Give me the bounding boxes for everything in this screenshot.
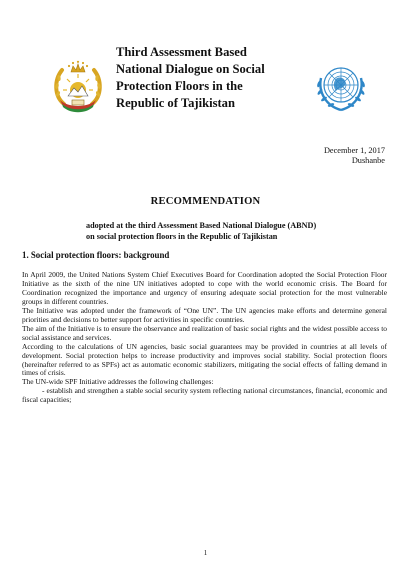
document-title [116, 44, 316, 112]
bullet-item: - establish and strengthen a stable social security system reflecting national circumstances, financial, economic and fiscal capacities; [22, 386, 387, 405]
paragraph: According to the calculations of UN agencies, basic social guarantees may be provided in countries at all levels of development. Social protection helps to increase productivity and improves social stability. Social protection floors (hereinafter referred to as SPFs) act as automatic economic stabilizers, mitigating the social effects of falling demand in times of crisis. [22, 341, 387, 378]
un-emblem-icon [312, 58, 370, 116]
section-heading: 1. Social protection floors: background [22, 250, 170, 260]
document-place: Dushanbe [351, 156, 385, 165]
title-line: National Dialogue on Social [116, 62, 265, 76]
date-place-block [324, 146, 385, 166]
body-text [22, 271, 387, 405]
title-line: Republic of Tajikistan [116, 96, 235, 110]
page-number: 1 [203, 549, 208, 557]
paragraph: The aim of the Initiative is to ensure the observance and realization of basic social rights and the widest possible access to social assistance and services. [22, 323, 387, 342]
recommendation-subtitle [86, 221, 386, 242]
document-date: December 1, 2017 [323, 146, 385, 155]
tajikistan-emblem-icon [50, 60, 106, 116]
subtitle-line: on social protection floors in the Republic of Tajikistan [86, 231, 278, 241]
subtitle-line: adopted at the third Assessment Based National Dialogue (ABND) [86, 221, 317, 230]
title-line: Third Assessment Based [116, 45, 247, 59]
recommendation-heading: RECOMMENDATION [150, 196, 261, 207]
title-line: Protection Floors in the [116, 79, 243, 93]
paragraph: The UN-wide SPF Initiative addresses the following challenges: [22, 377, 214, 387]
paragraph: In April 2009, the United Nations System Chief Executives Board for Coordination adopted the Social Protection Floor Initiative as the sixth of the nine UN initiatives adopted to cope with the world economic crisis. The Board for Coordination recognized the importance and urgency of ensuring adequate social protection for the most vulnerable groups in different countries. [22, 270, 387, 306]
paragraph: The Initiative was adopted under the framework of “One UN”. The UN agencies make efforts and determine general priorities and decisions to better support for activities in specific countries. [22, 305, 387, 324]
